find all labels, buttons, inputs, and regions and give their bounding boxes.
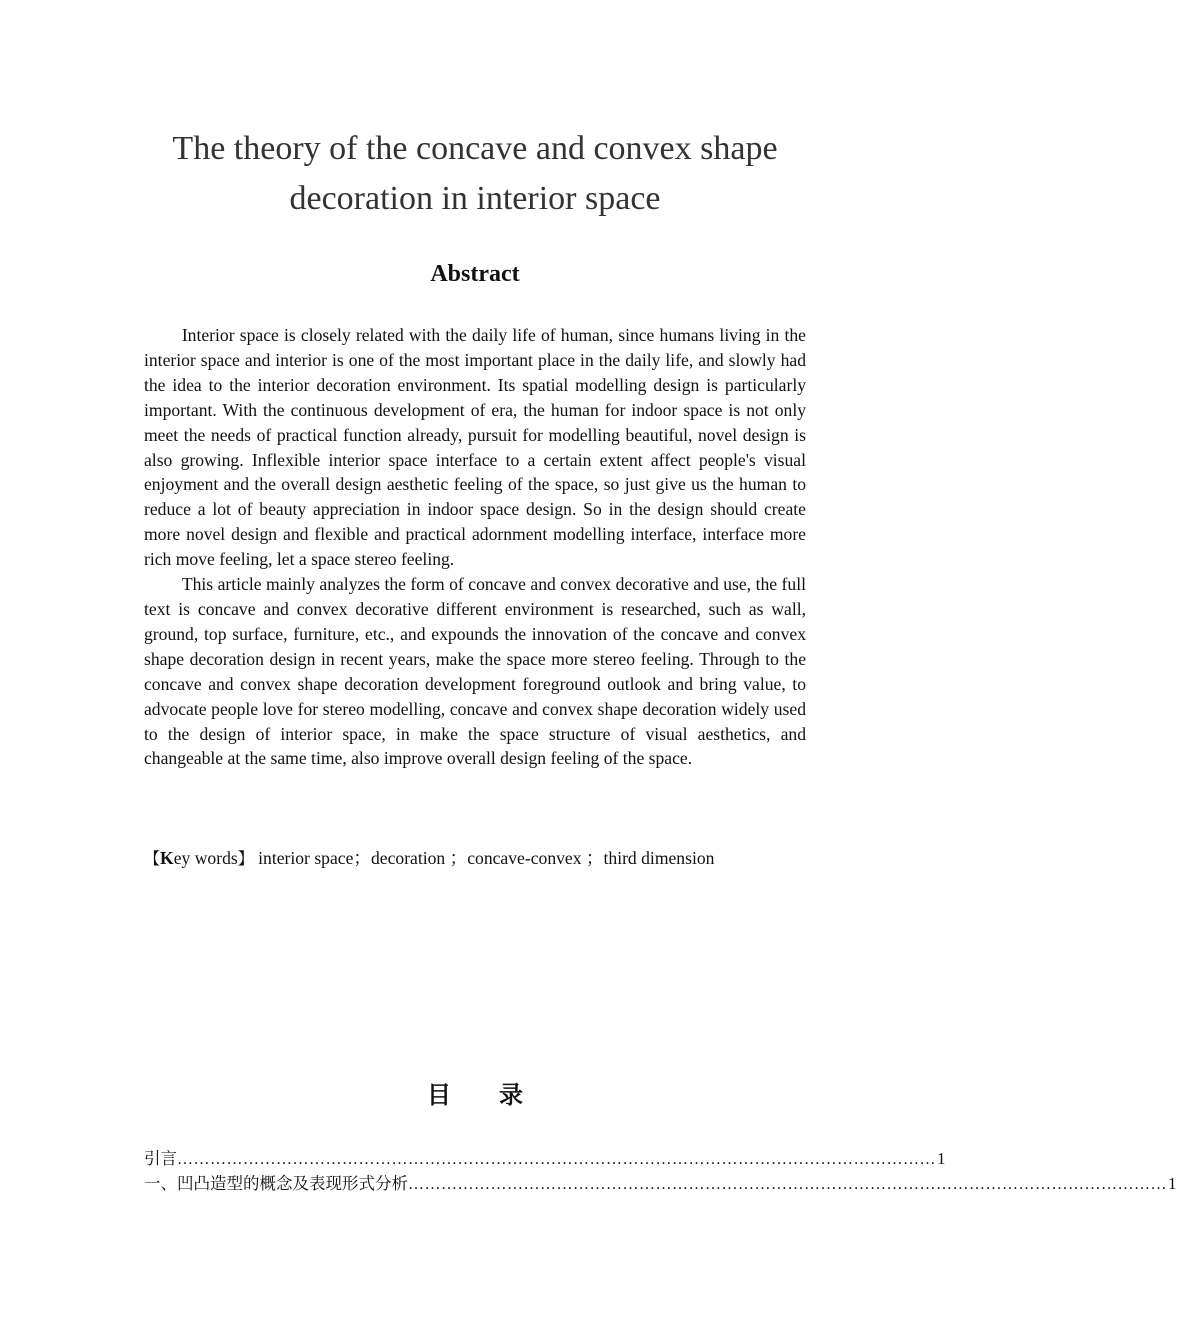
toc-entry-label: 一、凹凸造型的概念及表现形式分析 <box>144 1174 408 1193</box>
keywords-open-bracket: 【 <box>144 849 161 868</box>
keywords-label <box>144 849 254 868</box>
toc-heading <box>140 1078 810 1112</box>
paper-title-line-1: The theory of the concave and convex shape <box>172 130 778 167</box>
toc-heading-char-1: 目 <box>427 1081 451 1109</box>
table-of-contents <box>144 1146 1177 1196</box>
toc-entry[interactable] <box>144 1146 946 1171</box>
keywords-line <box>144 846 806 871</box>
abstract-paragraph-1: Interior space is closely related with the daily life of human, since humans living in the interior space and interior is one of the most important place in the daily life, and slowly had the idea to the interior decoration environment. Its spatial modelling design is particularly important. With the continuous development of era, the human for indoor space is not only meet the needs of practical function already, pursuit for modelling beautiful, novel design is also growing. Inflexible interior space interface to a certain extent affect people's visual enjoyment and the overall design aesthetic feeling of the space, so just give us the human to reduce a lot of beauty appreciation in indoor space design. So in the design should create more novel design and flexible and practical adornment modelling interface, interface more rich move feeling, let a space stereo feeling. <box>144 325 806 570</box>
toc-entry-page: 1 <box>937 1149 946 1168</box>
toc-entry-page: 1 <box>1168 1174 1177 1193</box>
abstract-heading: Abstract <box>430 261 520 287</box>
toc-leader-dots: ………………………………………………………………………………………………………………………… <box>177 1151 936 1168</box>
paper-title-line-2: decoration in interior space <box>289 180 661 217</box>
abstract-body <box>144 323 806 771</box>
abstract-paragraph-2: This article mainly analyzes the form of concave and convex decorative and use, the full text is concave and convex decorative different environment is researched, such as wall, ground, top surface, furniture, etc., and expounds the innovation of the concave and convex shape decoration design in recent years, make the space more stereo feeling. Through to the concave and convex shape decoration development foreground outlook and bring value, to advocate people love for stereo modelling, concave and convex shape decoration widely used to the design of interior space, in make the space structure of visual aesthetics, and changeable at the same time, also improve overall design feeling of the space. <box>144 574 806 769</box>
keywords-label-initial: K <box>160 848 174 868</box>
toc-heading-char-2: 录 <box>499 1081 523 1109</box>
keywords-text: interior space；decoration ；concave-convex ；third dimension <box>253 848 715 868</box>
keywords-close-bracket: 】 <box>237 849 254 868</box>
toc-entry[interactable] <box>144 1171 1177 1196</box>
keywords-label-text: ey words <box>173 848 238 868</box>
toc-entry-label: 引言 <box>144 1149 177 1168</box>
paper-title <box>140 124 810 224</box>
toc-leader-dots: ………………………………………………………………………………………………………………………… <box>408 1176 1167 1193</box>
